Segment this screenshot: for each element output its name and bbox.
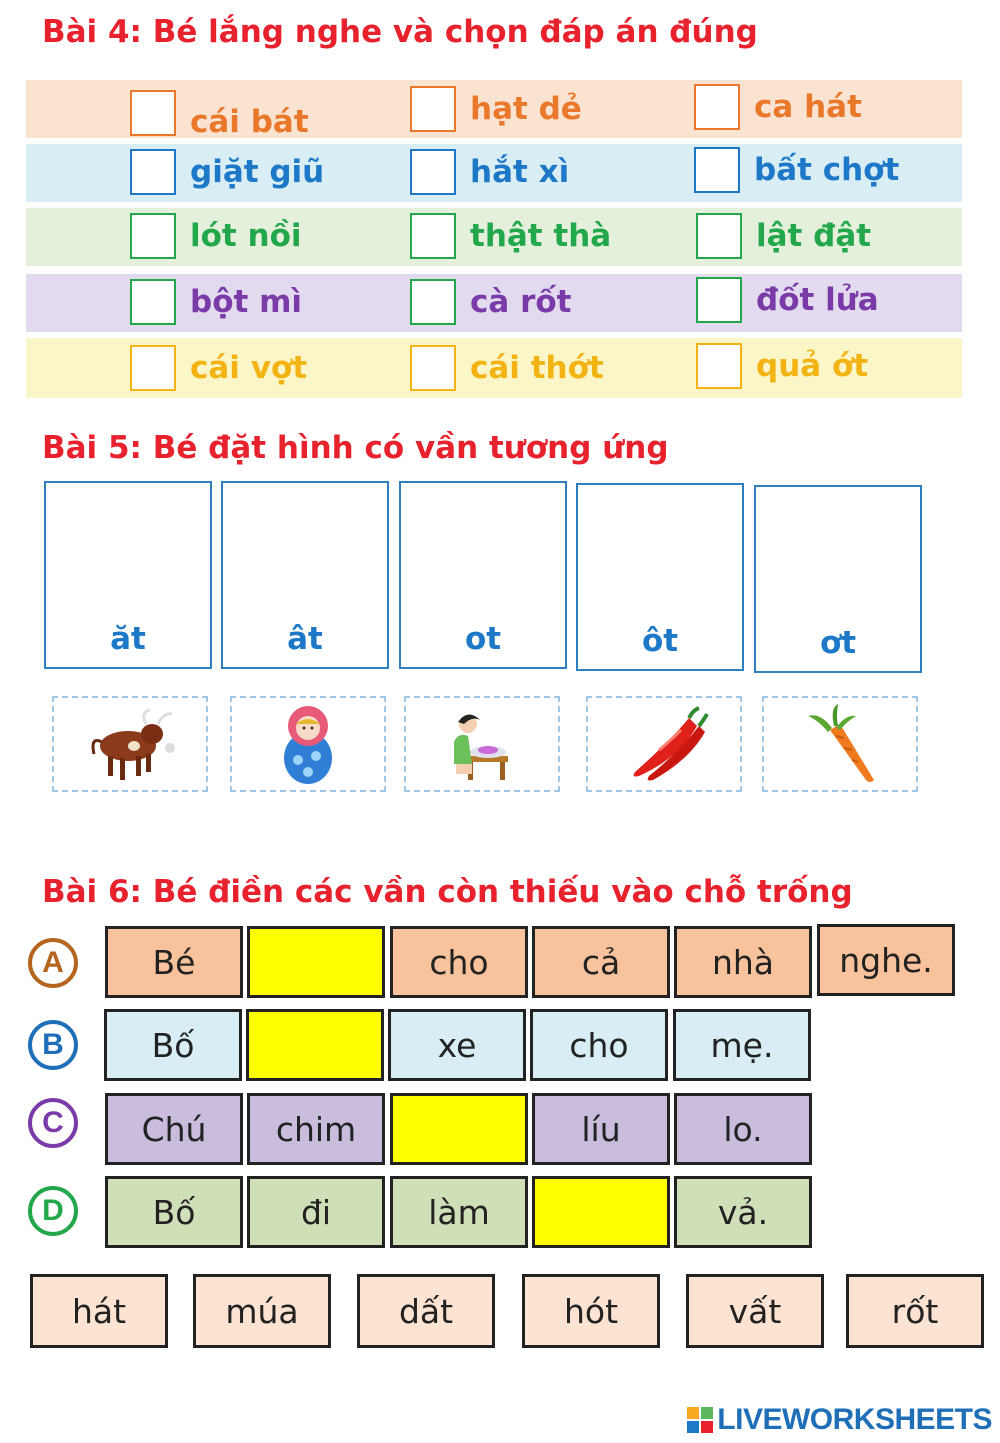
checkbox[interactable] [410,86,456,132]
choice-label: quả ớt [756,348,869,384]
chili-pepper-icon [619,702,709,786]
checkbox[interactable] [130,149,176,195]
choice-label: cà rốt [470,284,572,320]
word-tile: xe [388,1009,526,1081]
choice-label: cái thớt [470,350,604,386]
row-c-label: C [28,1098,78,1148]
row-b-label: B [28,1020,78,1070]
choice-label: bất chợt [754,152,900,188]
choice-item[interactable] [410,149,569,195]
choice-item[interactable] [694,84,862,130]
bai4-row-3 [26,208,962,266]
word-tile: chim [247,1093,385,1165]
rhyme-label: ot [464,621,502,657]
choice-label: ca hát [754,89,862,125]
word-tile: cho [390,926,528,998]
rhyme-label: ơt [819,625,857,661]
choice-label: thật thà [470,218,612,254]
blank-drop-slot[interactable] [247,926,385,998]
choice-item[interactable] [130,345,307,391]
word-tile: Bố [104,1009,242,1081]
answer-option[interactable]: dất [357,1274,495,1348]
choice-item[interactable] [130,86,309,140]
choice-label: bột mì [190,284,303,320]
rhyme-drop-box[interactable] [44,481,212,669]
bai4-row-1 [26,80,962,138]
checkbox[interactable] [410,149,456,195]
checkbox[interactable] [694,147,740,193]
answer-option[interactable]: vất [686,1274,824,1348]
checkbox[interactable] [696,343,742,389]
checkbox[interactable] [130,213,176,259]
girl-washing-icon [442,702,522,786]
choice-label: lót nồi [190,218,302,254]
checkbox[interactable] [694,84,740,130]
blank-drop-slot[interactable] [532,1176,670,1248]
answer-option[interactable]: rốt [846,1274,984,1348]
word-tile: líu [532,1093,670,1165]
logo-text: LIVEWORKSHEETS [717,1403,992,1436]
choice-item[interactable] [130,279,302,325]
word-tile: lo. [674,1093,812,1165]
choice-item[interactable] [410,213,611,259]
bai4-row-4 [26,274,962,332]
word-tile: nhà [674,926,812,998]
checkbox[interactable] [696,213,742,259]
bull-icon [80,702,180,786]
liveworksheets-logo [687,1403,992,1437]
checkbox[interactable] [410,213,456,259]
choice-label: hạt dẻ [470,91,582,127]
choice-label: cái vợt [190,350,308,386]
word-tile: cả [532,926,670,998]
choice-item[interactable] [410,279,572,325]
rhyme-label: ât [287,621,323,657]
checkbox[interactable] [696,277,742,323]
choice-item[interactable] [696,213,871,259]
bai4-row-2 [26,144,962,202]
choice-label: giặt giũ [190,154,325,190]
rhyme-label: ôt [641,623,679,659]
choice-item[interactable] [410,345,604,391]
answer-option[interactable]: hót [522,1274,660,1348]
rhyme-drop-box[interactable] [754,485,922,673]
word-tile: nghe. [817,924,955,996]
word-tile: làm [390,1176,528,1248]
bai4-row-5 [26,338,962,398]
chili-pepper-picture[interactable] [586,696,742,792]
nesting-doll-picture[interactable] [230,696,386,792]
rhyme-label: ăt [110,621,146,657]
choice-item[interactable] [696,277,879,323]
rhyme-drop-box[interactable] [221,481,389,669]
checkbox[interactable] [130,90,176,136]
word-tile: Chú [105,1093,243,1165]
bull-picture[interactable] [52,696,208,792]
bai6-title: Bài 6: Bé điền các vần còn thiếu vào chỗ trống [42,874,853,910]
girl-washing-picture[interactable] [404,696,560,792]
word-tile: vả. [674,1176,812,1248]
rhyme-drop-box[interactable] [576,483,744,671]
word-tile: mẹ. [673,1009,811,1081]
checkbox[interactable] [130,345,176,391]
word-tile: đi [247,1176,385,1248]
choice-label: đốt lửa [756,282,879,318]
word-tile: cho [530,1009,668,1081]
choice-label: hắt xì [470,154,570,190]
bai5-title: Bài 5: Bé đặt hình có vần tương ứng [42,430,669,466]
choice-item[interactable] [410,86,582,132]
carrot-picture[interactable] [762,696,918,792]
checkbox[interactable] [410,279,456,325]
choice-item[interactable] [696,343,868,389]
carrot-icon [800,702,880,786]
logo-mark-icon [687,1407,713,1433]
choice-item[interactable] [130,213,302,259]
nesting-doll-icon [278,702,338,786]
word-tile: Bố [105,1176,243,1248]
row-a-label: A [28,938,78,988]
choice-label: lật đật [756,218,872,254]
bai4-title: Bài 4: Bé lắng nghe và chọn đáp án đúng [42,14,758,50]
word-tile: Bé [105,926,243,998]
blank-drop-slot[interactable] [246,1009,384,1081]
choice-item[interactable] [694,147,899,193]
checkbox[interactable] [410,345,456,391]
blank-drop-slot[interactable] [390,1093,528,1165]
answer-option[interactable]: hát [30,1274,168,1348]
choice-item[interactable] [130,149,324,195]
choice-label: cái bát [190,104,309,140]
checkbox[interactable] [130,279,176,325]
rhyme-drop-box[interactable] [399,481,567,669]
answer-option[interactable]: múa [193,1274,331,1348]
row-d-label: D [28,1186,78,1236]
